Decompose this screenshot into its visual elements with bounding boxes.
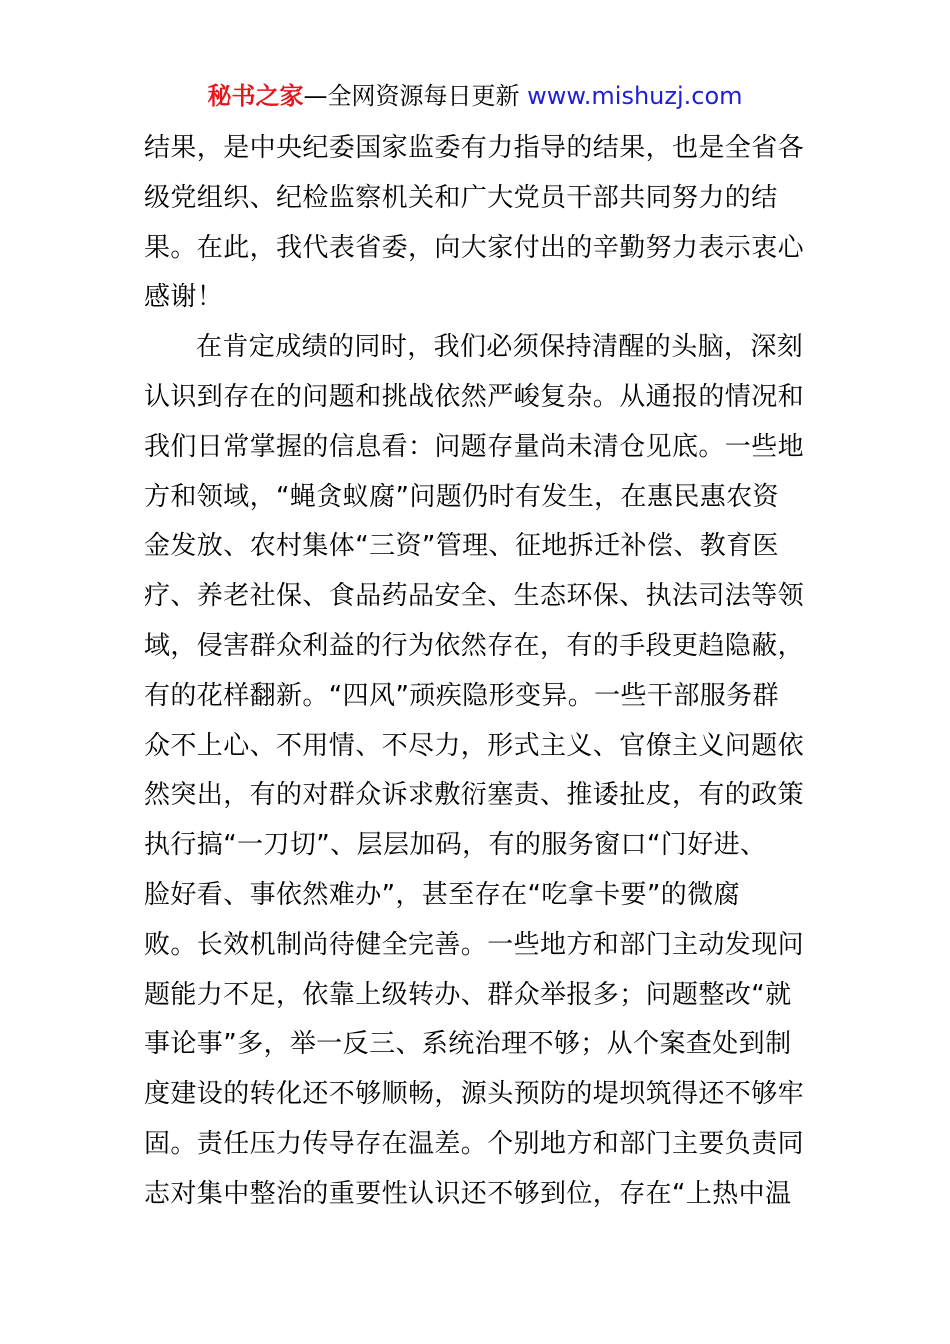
text-line: 金发放、农村集体“三资”管理、征地拆迁补偿、教育医 [144, 531, 779, 562]
text-line: 疗、养老社保、食品药品安全、生态环保、执法司法等领 [144, 581, 805, 612]
text-line: 脸好看、事依然难办”，甚至存在“吃拿卡要”的微腐 [144, 879, 741, 910]
text-line: 然突出，有的对群众诉求敷衍塞责、推诿扯皮，有的政策 [144, 780, 805, 811]
text-line: 众不上心、不用情、不尽力，形式主义、官僚主义问题依 [144, 730, 805, 761]
site-brand-name: 秘书之家 [207, 82, 304, 110]
text-line: 级党组织、纪检监察机关和广大党员干部共同努力的结 [144, 182, 778, 213]
text-line: 志对集中整治的重要性认识还不够到位，存在“上热中温 [144, 1178, 792, 1209]
text-line: 度建设的转化还不够顺畅，源头预防的堤坝筑得还不够牢 [144, 1079, 805, 1110]
text-line: 事论事”多，举一反三、系统治理不够；从个案查处到制 [144, 1029, 792, 1060]
paragraph-first-line: 在肯定成绩的同时，我们必须保持清醒的头脑，深刻 [196, 332, 804, 363]
site-banner [0, 80, 950, 112]
text-line: 结果，是中央纪委国家监委有力指导的结果，也是全省各 [144, 133, 805, 163]
text-line: 败。长效机制尚待健全完善。一些地方和部门主动发现问 [144, 929, 805, 960]
text-line: 域，侵害群众利益的行为依然存在，有的手段更趋隐蔽， [144, 630, 805, 661]
text-line: 我们日常掌握的信息看：问题存量尚未清仓见底。一些地 [144, 431, 805, 462]
site-tagline: —全网资源每日更新 [303, 82, 528, 110]
text-line: 有的花样翻新。“四风”顽疾隐形变异。一些干部服务群 [144, 680, 779, 711]
text-line: 感谢！ [144, 282, 224, 313]
text-line: 方和领域，“蝇贪蚁腐”问题仍时有发生，在惠民惠农资 [144, 481, 779, 512]
text-line: 固。责任压力传导存在温差。个别地方和部门主要负责同 [144, 1128, 805, 1159]
text-line: 认识到存在的问题和挑战依然严峻复杂。从通报的情况和 [144, 381, 805, 412]
text-line: 执行搞“一刀切”、层层加码，有的服务窗口“门好进、 [144, 830, 767, 861]
document-body [144, 124, 812, 1220]
text-line: 题能力不足，依靠上级转办、群众举报多；问题整改“就 [144, 979, 792, 1010]
text-line: 果。在此，我代表省委，向大家付出的辛勤努力表示衷心 [144, 232, 805, 263]
site-url-link[interactable]: www.mishuzj.com [527, 82, 743, 110]
